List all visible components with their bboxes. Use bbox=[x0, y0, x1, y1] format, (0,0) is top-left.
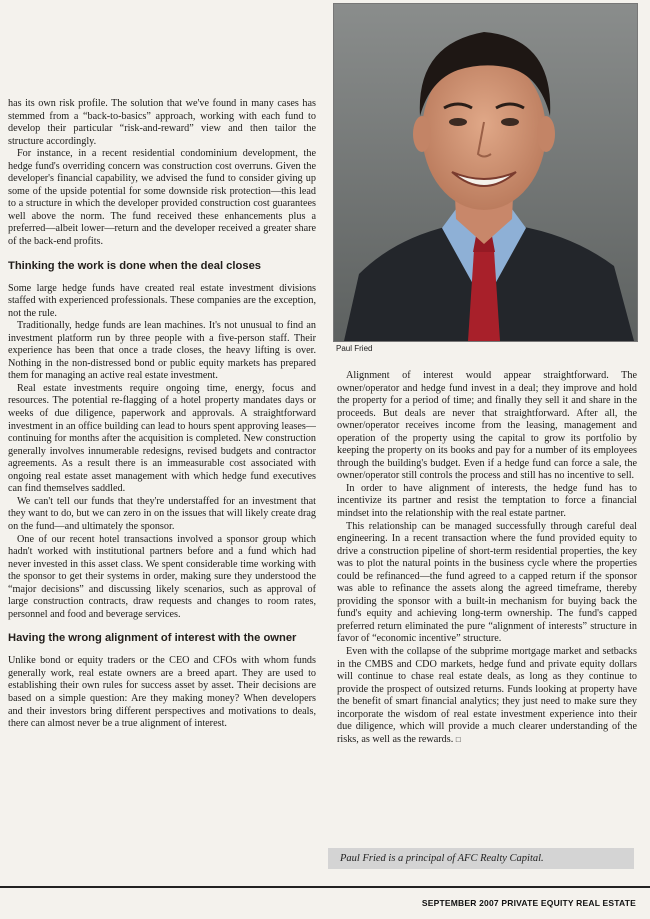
author-bio-box: Paul Fried is a principal of AFC Realty Capital. bbox=[328, 848, 634, 869]
paragraph bbox=[337, 646, 637, 746]
left-column bbox=[8, 98, 316, 731]
paragraph: Alignment of interest would appear straightforward. The owner/operator and hedge fund invest in a deal; they improve and hold the property for a period of time; and finally they sell it and share in the proceeds. But deals are never that straightforward. After all, the owner/operator receives income from the leasing, management and operation of the property using the capital to grow its portfolio by keeping the property on its books and pay for a number of its employees through the building's budget. Even if a hedge fund can force a sale, the owner/operator still controls the process and still has no incentive to sell. bbox=[337, 370, 637, 482]
paragraph: This relationship can be managed successfully through careful deal engineering. In a recent transaction where the fund provided equity to drive a construction pipeline of short-term residential properties, the key was to plot the natural points in the business cycle where the properties could be refinanced—the fund agreed to a capped return if the sponsor was able to refinance the assets along the agreed timeframe, thereby providing the sponsor with a built-in mechanism for buying back the fund's equity and achieving long-term ownership. The fund's capped preferred return eliminated the pure “alignment of interests” structure in favor of “economic incentive” structure. bbox=[337, 520, 637, 645]
paragraph: Some large hedge funds have created real estate investment divisions staffed with experienced professionals. These companies are the exception, not the rule. bbox=[8, 282, 316, 319]
section-heading: Having the wrong alignment of interest with the owner bbox=[8, 632, 297, 645]
paragraph: In order to have alignment of interests, the hedge fund has to incentivize its partner and resist the temptation to force a financial mindset into the relationship with the real estate partner. bbox=[337, 482, 637, 520]
paragraph: Real estate investments require ongoing time, energy, focus and resources. The potential re-flagging of a hotel property mandates days or weeks of due diligence, paperwork and approvals. A straightforward investment in an office building can lead to hours spent approving leases—continuing for months after the acquisition is completed. New construction generally involves innumerable redesigns, revised budgets and contractor agreements. As a result there is an immeasurable cost associated with ongoing real estate asset management with which hedge fund executives can find themselves saddled. bbox=[8, 382, 316, 495]
paragraph: We can't tell our funds that they're understaffed for an investment that they want to do, but we can zero in on the issues that will likely create drag on the fund—and ultimately the sponsor. bbox=[8, 495, 316, 532]
page-footer: SEPTEMBER 2007 PRIVATE EQUITY REAL ESTATE bbox=[421, 898, 636, 908]
paragraph: Traditionally, hedge funds are lean machines. It's not unusual to find an investment platform run by three people with a five-person staff. Their experience has been that once a trade closes, the heavy lifting is over. Nothing in the non-distressed bond or public equity markets has prepared them for managing an active real estate investment. bbox=[8, 320, 316, 382]
paragraph: For instance, in a recent residential condominium development, the hedge fund's overriding concern was construction cost overruns. Given the developer's financial capability, we advised the fund to consider giving up some of the upside potential for some downside risk protection—this lead to a structure in which the developer provided construction cost guarantees well above the norm. The fund received these enhancements plus a preferred—albeit lower—return and the developer received a greater share of the back-end profits. bbox=[8, 148, 316, 248]
portrait-illustration bbox=[334, 4, 637, 341]
paragraph: Unlike bond or equity traders or the CEO and CFOs with whom funds generally work, real estate owners are a breed apart. They are used to establishing their own rules for success asset by asset. Their decisions are based on a simple question: Are they making money? When developers and their investors bring different perspectives and motivations to deals, there can almost never be a true alignment of interest. bbox=[8, 655, 316, 730]
photo-caption: Paul Fried bbox=[336, 344, 373, 353]
paragraph-text: Even with the collapse of the subprime mortgage market and setbacks in the CMBS and CDO markets, hedge fund and private equity dollars will continue to chase real estate deals, as long as they continue to provide the prospect of outsized returns. Funds looking at property have the benefit of smart financial analytics; they just need to make sure they incorporate the wisdom of real estate investment experience into their due diligence, which will provide a much clearer understanding of the risks, as well as the rewards. bbox=[337, 646, 637, 745]
right-column bbox=[337, 370, 637, 746]
footer-rule bbox=[0, 886, 650, 888]
portrait-photo bbox=[333, 3, 638, 342]
paragraph: One of our recent hotel transactions involved a sponsor group which hadn't worked with institutional partners before and a fund which had never invested in this asset class. We spent considerable time working with the sponsor to get their systems in order, making sure they understood the “major decisions” and discussing likely scenarios, such as approval of large construction contracts, draw requests and changes to room rates, personnel and food and beverage services. bbox=[8, 533, 316, 620]
section-heading: Thinking the work is done when the deal closes bbox=[8, 259, 262, 272]
end-mark-icon: □ bbox=[455, 734, 461, 744]
paragraph: has its own risk profile. The solution that we've found in many cases has stemmed from a “back-to-basics” approach, working with each fund to develop their particular “risk-and-reward” view and then tailor the structure accordingly. bbox=[8, 98, 316, 147]
